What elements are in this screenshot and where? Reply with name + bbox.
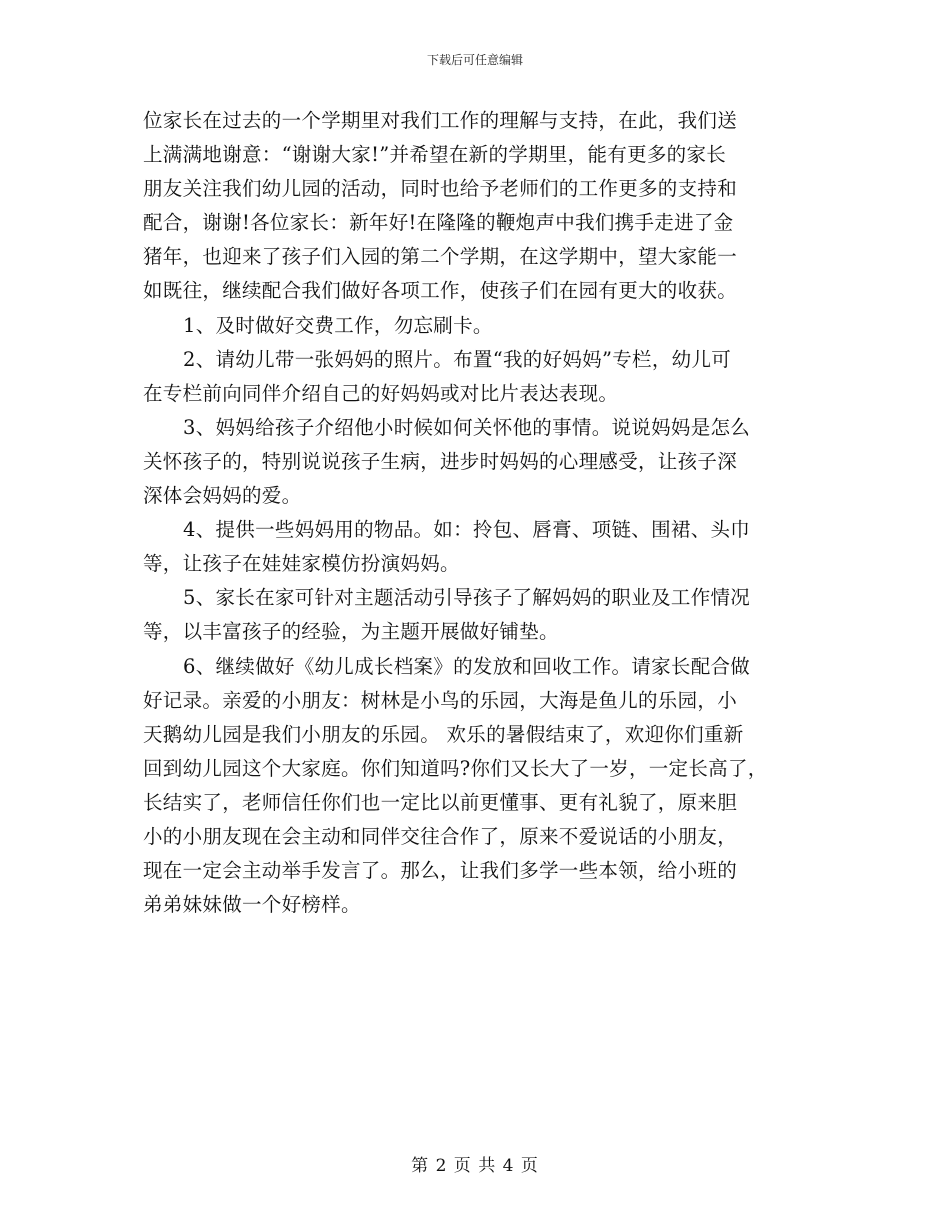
text-line: 小的小朋友现在会主动和同伴交往合作了，原来不爱说话的小朋友， bbox=[143, 824, 738, 848]
text-line: 4、提供一些妈妈用的物品。如：拎包、唇膏、项链、围裙、头巾 bbox=[183, 518, 751, 542]
page-label-mid: 页 共 bbox=[453, 1156, 497, 1176]
text-line: 关怀孩子的，特别说说孩子生病，进步时妈妈的心理感受，让孩子深 bbox=[143, 449, 738, 473]
text-line: 长结实了，老师信任你们也一定比以前更懂事、更有礼貌了，原来胆 bbox=[143, 790, 738, 814]
text-line: 猪年，也迎来了孩子们入园的第二个学期，在这学期中，望大家能一 bbox=[143, 245, 738, 269]
document-body bbox=[143, 104, 811, 922]
text-line: 天鹅幼儿园是我们小朋友的乐园。 欢乐的暑假结束了，欢迎你们重新 bbox=[143, 722, 744, 746]
text-line: 如既往，继续配合我们做好各项工作，使孩子们在园有更大的收获。 bbox=[143, 279, 738, 303]
text-line: 好记录。亲爱的小朋友：树林是小鸟的乐园，大海是鱼儿的乐园，小 bbox=[143, 688, 738, 712]
page-footer bbox=[0, 1156, 950, 1176]
text-line: 5、家长在家可针对主题活动引导孩子了解妈妈的职业及工作情况 bbox=[183, 586, 751, 610]
text-line: 朋友关注我们幼儿园的活动，同时也给予老师们的工作更多的支持和 bbox=[143, 177, 738, 201]
current-page-number: 2 bbox=[435, 1156, 448, 1176]
text-line: 位家长在过去的一个学期里对我们工作的理解与支持，在此，我们送 bbox=[143, 109, 738, 132]
text-line: 6、继续做好《幼儿成长档案》的发放和回收工作。请家长配合做 bbox=[183, 654, 751, 678]
text-line: 回到幼儿园这个大家庭。你们知道吗?你们又长大了一岁，一定长高了， bbox=[143, 756, 768, 780]
text-line: 弟弟妹妹做一个好榜样。 bbox=[143, 893, 361, 917]
text-line: 现在一定会主动举手发言了。那么，让我们多学一些本领，给小班的 bbox=[143, 859, 738, 883]
text-line: 等，让孩子在娃娃家模仿扮演妈妈。 bbox=[143, 552, 460, 576]
text-line: 等，以丰富孩子的经验，为主题开展做好铺垫。 bbox=[143, 620, 559, 644]
page-label-prefix: 第 bbox=[411, 1156, 430, 1176]
page-header: 下载后可任意编辑 bbox=[426, 53, 523, 67]
text-line: 在专栏前向同伴介绍自己的好妈妈或对比片表达表现。 bbox=[143, 381, 619, 405]
text-line: 1、及时做好交费工作，勿忘刷卡。 bbox=[183, 313, 493, 337]
page-label-suffix: 页 bbox=[520, 1156, 539, 1176]
text-line: 深体会妈妈的爱。 bbox=[143, 484, 302, 508]
text-line: 配合，谢谢!各位家长：新年好!在隆隆的鞭炮声中我们携手走进了金 bbox=[143, 211, 734, 235]
text-line: 3、妈妈给孩子介绍他小时候如何关怀他的事情。说说妈妈是怎么 bbox=[183, 415, 751, 439]
total-pages-number: 4 bbox=[502, 1156, 515, 1176]
text-line: 2、请幼儿带一张妈妈的照片。布置“我的好妈妈”专栏，幼儿可 bbox=[183, 347, 732, 371]
text-line: 上满满地谢意：“谢谢大家!”并希望在新的学期里，能有更多的家长 bbox=[143, 143, 727, 167]
